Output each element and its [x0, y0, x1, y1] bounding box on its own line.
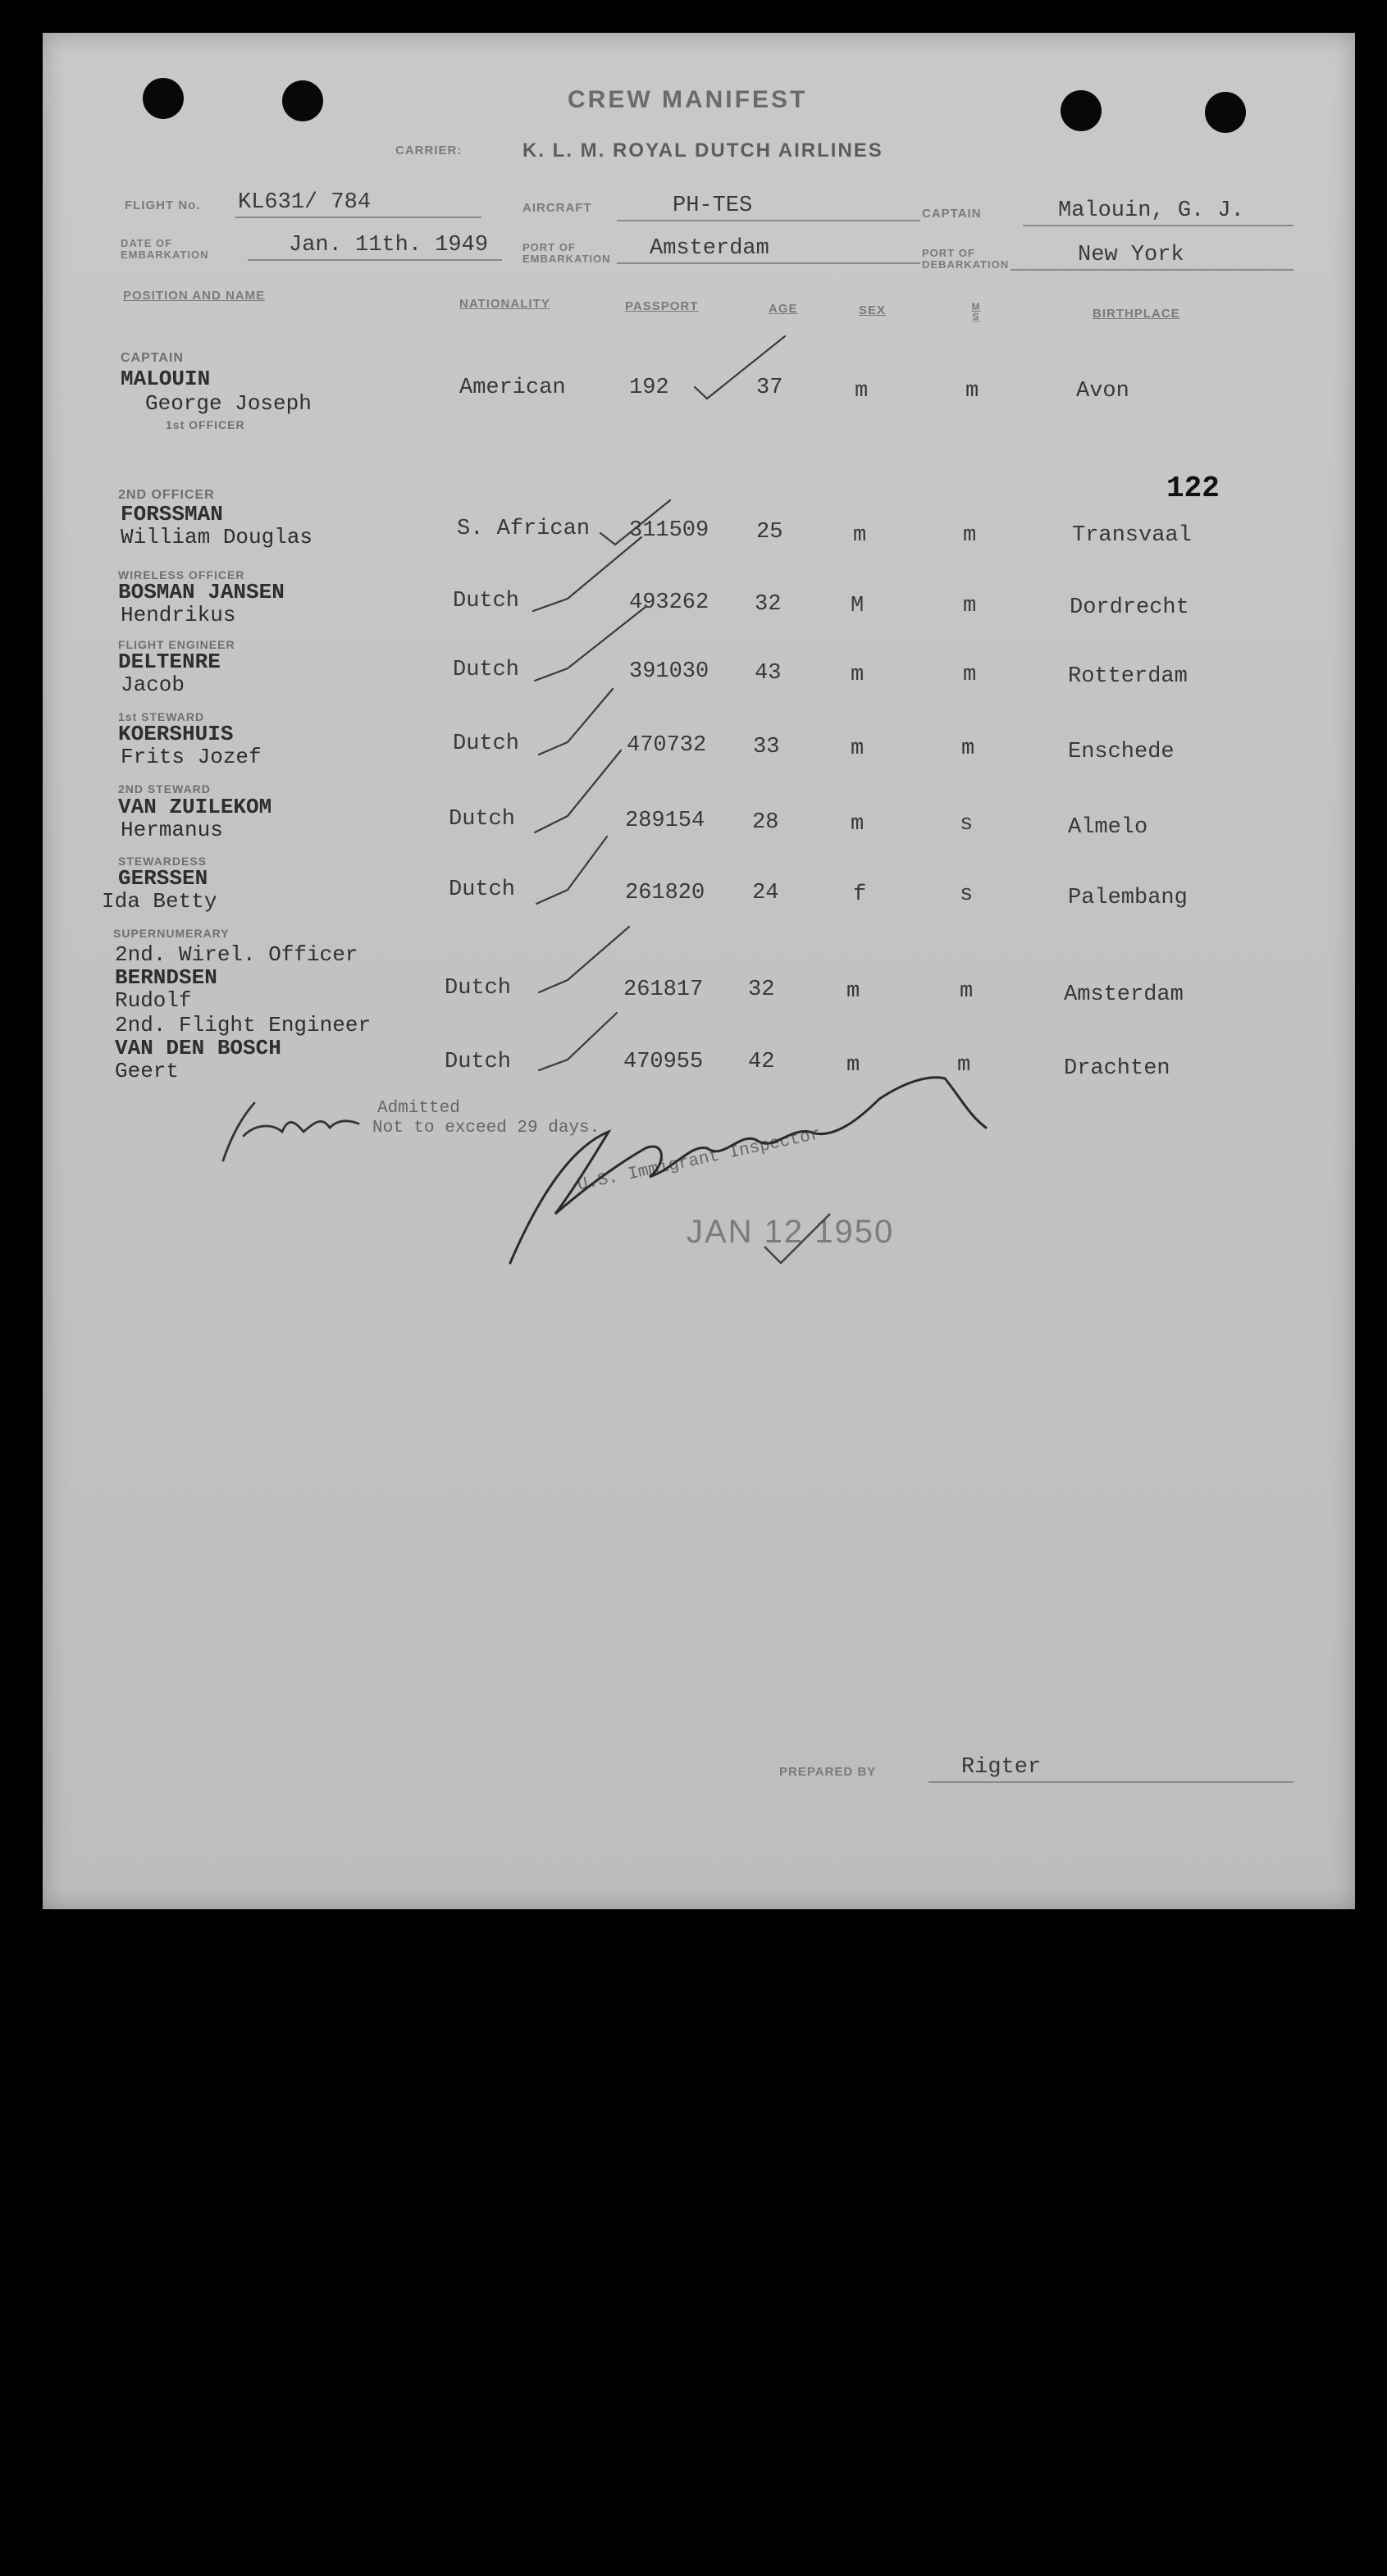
handwriting-overlay	[43, 33, 1355, 1909]
crew-given-name: Rudolf	[115, 988, 192, 1013]
position-label: 1st OFFICER	[166, 418, 245, 431]
crew-age: 28	[752, 810, 779, 835]
port-debarkation-value: New York	[1078, 243, 1184, 267]
crew-surname: MALOUIN	[121, 367, 211, 391]
col-sex-header: SEX	[859, 303, 887, 317]
carrier-label: CARRIER:	[395, 144, 463, 157]
crew-birthplace: Enschede	[1068, 740, 1175, 764]
crew-given-name: Hermanus	[121, 818, 223, 842]
crew-given-name: Hendrikus	[121, 603, 236, 627]
stamp-admitted: Admitted	[377, 1099, 460, 1118]
crew-nationality: Dutch	[445, 1050, 512, 1074]
flight-value: KL631/ 784	[238, 190, 372, 215]
check-mark	[536, 837, 607, 904]
crew-surname: FORSSMAN	[121, 502, 223, 527]
date-label: DATE OF EMBARKATION	[121, 237, 209, 261]
crew-age: 32	[748, 978, 775, 1002]
manifest-sheet	[43, 33, 1355, 1909]
supernumerary-role: 2nd. Wirel. Officer	[115, 942, 358, 967]
crew-surname: BOSMAN JANSEN	[118, 580, 285, 604]
position-label: FLIGHT ENGINEER	[118, 638, 235, 651]
signature	[223, 1103, 358, 1160]
col-nationality-header: NATIONALITY	[459, 297, 550, 311]
position-label: 1st STEWARD	[118, 710, 205, 723]
crew-birthplace: Avon	[1076, 379, 1129, 403]
crew-sex: m	[851, 736, 865, 761]
crew-sex: f	[853, 882, 867, 907]
crew-passport: 261820	[625, 881, 705, 905]
position-label: CAPTAIN	[121, 351, 184, 365]
crew-birthplace: Amsterdam	[1064, 983, 1184, 1007]
crew-surname: DELTENRE	[118, 650, 221, 674]
crew-surname: GERSSEN	[118, 866, 208, 891]
date-value: Jan. 11th. 1949	[289, 233, 489, 258]
crew-nationality: Dutch	[445, 976, 512, 1001]
crew-birthplace: Drachten	[1064, 1056, 1170, 1081]
crew-nationality: American	[459, 376, 566, 400]
stamp-not-to-exceed: Not to exceed 29 days.	[372, 1119, 600, 1138]
position-label: WIRELESS OFFICER	[118, 568, 245, 581]
position-label: 2ND STEWARD	[118, 782, 211, 796]
captain-label: CAPTAIN	[922, 207, 982, 221]
check-mark	[539, 1013, 617, 1070]
page-number: 122	[1166, 472, 1220, 505]
crew-age: 32	[755, 592, 782, 617]
port-debarkation-label: PORT OF DEBARKATION	[922, 247, 1010, 271]
crew-surname: BERNDSEN	[115, 965, 217, 990]
col-position-header: POSITION AND NAME	[123, 289, 266, 303]
crew-marital-status: m	[960, 979, 974, 1004]
crew-given-name: George Joseph	[145, 391, 312, 416]
crew-age: 24	[752, 881, 779, 905]
check-mark	[764, 1214, 830, 1263]
crew-given-name: Ida Betty	[102, 889, 217, 914]
crew-birthplace: Dordrecht	[1070, 595, 1189, 620]
flight-label: FLIGHT No.	[125, 198, 201, 212]
stamp-inspector: U.S. Immigrant Inspector	[576, 1125, 823, 1196]
crew-nationality: Dutch	[449, 807, 516, 832]
crew-given-name: Frits Jozef	[121, 745, 262, 769]
check-mark	[539, 927, 629, 992]
crew-birthplace: Palembang	[1068, 886, 1188, 910]
crew-age: 25	[756, 520, 783, 545]
col-ms-header: M S	[971, 301, 981, 322]
crew-sex: m	[851, 812, 865, 837]
col-passport-header: PASSPORT	[625, 299, 699, 313]
crew-nationality: S. African	[457, 517, 591, 541]
prepared-by-label: PREPARED BY	[779, 1765, 877, 1779]
crew-nationality: Dutch	[449, 878, 516, 902]
crew-marital-status: m	[963, 594, 977, 618]
crew-sex: m	[855, 379, 869, 403]
crew-birthplace: Almelo	[1068, 815, 1148, 840]
crew-marital-status: m	[963, 523, 977, 548]
check-mark	[535, 607, 646, 681]
crew-sex: m	[853, 523, 867, 548]
crew-passport: 261817	[623, 978, 704, 1002]
stamp-date: JAN 12 1950	[687, 1214, 895, 1250]
check-mark	[600, 500, 670, 545]
crew-passport: 311509	[629, 518, 709, 543]
crew-marital-status: m	[961, 736, 975, 761]
crew-birthplace: Transvaal	[1072, 523, 1192, 548]
crew-age: 42	[748, 1050, 775, 1074]
prepared-by-value: Rigter	[961, 1755, 1042, 1780]
check-mark	[533, 537, 641, 611]
crew-sex: m	[851, 663, 865, 687]
crew-passport: 470732	[627, 733, 707, 758]
crew-birthplace: Rotterdam	[1068, 664, 1188, 689]
crew-marital-status: m	[963, 663, 977, 687]
crew-passport: 289154	[625, 809, 705, 833]
crew-sex: m	[846, 1053, 860, 1078]
crew-given-name: Jacob	[121, 672, 185, 697]
crew-marital-status: m	[957, 1053, 971, 1078]
crew-nationality: Dutch	[453, 658, 520, 682]
col-age-header: AGE	[769, 302, 798, 316]
document-title: CREW MANIFEST	[568, 86, 808, 113]
check-mark	[535, 750, 621, 832]
port-embarkation-value: Amsterdam	[650, 236, 769, 261]
position-label: STEWARDESS	[118, 855, 208, 868]
crew-sex: m	[846, 979, 860, 1004]
aircraft-label: AIRCRAFT	[522, 201, 592, 215]
crew-sex: M	[851, 594, 865, 618]
crew-passport: 493262	[629, 590, 709, 615]
crew-marital-status: s	[960, 882, 974, 907]
crew-passport: 192	[629, 376, 669, 400]
captain-value: Malouin, G. J.	[1058, 198, 1244, 223]
crew-nationality: Dutch	[453, 732, 520, 756]
crew-surname: VAN ZUILEKOM	[118, 795, 272, 819]
crew-surname: KOERSHUIS	[118, 722, 234, 746]
aircraft-value: PH-TES	[673, 194, 753, 218]
crew-age: 37	[756, 376, 783, 400]
port-embarkation-label: PORT OF EMBARKATION	[522, 241, 611, 265]
check-mark	[695, 336, 785, 399]
carrier-name: K. L. M. ROYAL DUTCH AIRLINES	[522, 139, 883, 162]
crew-given-name: William Douglas	[121, 525, 313, 549]
crew-age: 33	[753, 735, 780, 759]
position-label: 2ND OFFICER	[118, 488, 215, 502]
crew-marital-status: m	[965, 379, 979, 403]
crew-surname: VAN DEN BOSCH	[115, 1036, 281, 1060]
position-label: SUPERNUMERARY	[113, 927, 230, 940]
crew-age: 43	[755, 661, 782, 686]
col-birthplace-header: BIRTHPLACE	[1093, 307, 1180, 321]
crew-passport: 470955	[623, 1050, 704, 1074]
crew-marital-status: s	[960, 812, 974, 837]
check-mark	[539, 689, 613, 755]
crew-given-name: Geert	[115, 1059, 180, 1083]
crew-passport: 391030	[629, 659, 709, 684]
signature	[510, 1078, 986, 1263]
crew-nationality: Dutch	[453, 589, 520, 613]
supernumerary-role: 2nd. Flight Engineer	[115, 1013, 372, 1037]
